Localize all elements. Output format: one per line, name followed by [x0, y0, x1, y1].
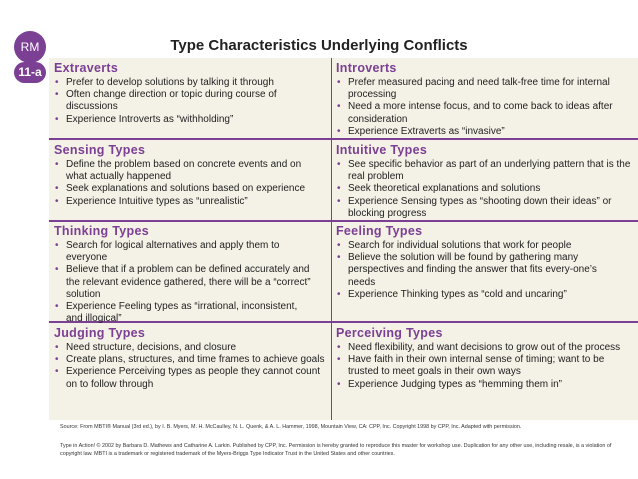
list-item: • Prefer to develop solutions by talking it through [54, 77, 328, 89]
cell-extraverts [54, 61, 328, 126]
list-item: • Experience Sensing types as “shooting down their ideas” or blocking progress [336, 196, 632, 220]
cell-perceiving-types [336, 326, 630, 391]
list-item: • Believe the solution will be found by gathering many perspectives and finding the answer that fits every-one’s needs [336, 252, 626, 289]
list-item: • Create plans, structures, and time frames to achieve goals [54, 354, 332, 366]
list-item: • Often change direction or topic during course of discussions [54, 89, 328, 113]
rm-badge: RM [14, 31, 46, 63]
list-item: • Experience Thinking types as “cold and uncaring” [336, 289, 626, 301]
cell-feeling-types [336, 224, 626, 301]
list-item: • Experience Extraverts as “invasive” [336, 126, 628, 138]
list-item: • Experience Intuitive types as “unrealistic” [54, 196, 324, 208]
list-item: • Search for individual solutions that work for people [336, 240, 626, 252]
cell-heading: Judging Types [54, 326, 146, 340]
cell-heading: Perceiving Types [336, 326, 443, 340]
list-item: • Experience Feeling types as “irrational, inconsistent, and illogical” [54, 301, 316, 325]
list-item: • Believe that if a problem can be defined accurately and the relevant evidence gathered, there will be a “correct” solution [54, 264, 316, 301]
source-note: Source: From MBTI® Manual (3rd ed.), by I. B. Myers, M. H. McCaulley, N. L. Quenk, & A. L. Hammer, 1998, Mountain View, CA: CPP, Inc. Copyright 1998 by CPP, Inc. Adapted with permission. [60, 424, 522, 430]
cell-heading: Extraverts [54, 61, 119, 75]
list-item: • Seek theoretical explanations and solutions [336, 183, 632, 195]
page-title: Type Characteristics Underlying Conflicts [170, 37, 468, 54]
cell-sensing-types [54, 143, 324, 208]
row-divider-2 [49, 220, 638, 222]
list-item: • Define the problem based on concrete events and on what actually happened [54, 159, 324, 183]
list-item: • Need a more intense focus, and to come back to ideas after consideration [336, 101, 628, 125]
copyright-note: Type in Action! © 2002 by Barbara D. Mathews and Catharine A. Larkin. Published by CPP, Inc. Permission is hereby granted to reproduce this master for workshop use. Duplication for any other use, including resale, is a violation of copyright law. MBTI is a trademark or registered trademark of the Myers-Briggs Type Indicator Trust in the United States and other countries. [60, 443, 612, 457]
list-item: • Prefer measured pacing and need talk-free time for internal processing [336, 77, 628, 101]
cell-heading: Sensing Types [54, 143, 146, 157]
cell-heading: Introverts [336, 61, 397, 75]
list-item: • Need flexibility, and want decisions to grow out of the process [336, 342, 630, 354]
list-item: • Search for logical alternatives and apply them to everyone [54, 240, 316, 264]
cell-heading: Intuitive Types [336, 143, 428, 157]
cell-judging-types [54, 326, 332, 391]
cell-introverts [336, 61, 628, 138]
list-item: • Have faith in their own internal sense of timing; want to be trusted to meet goals in their own ways [336, 354, 630, 378]
cell-heading: Thinking Types [54, 224, 149, 238]
list-item: • Experience Judging types as “hemming them in” [336, 379, 630, 391]
cell-thinking-types [54, 224, 316, 325]
list-item: • Seek explanations and solutions based on experience [54, 183, 324, 195]
list-item: • Need structure, decisions, and closure [54, 342, 332, 354]
cell-intuitive-types [336, 143, 632, 220]
section-badge: 11-a [14, 62, 46, 83]
list-item: • Experience Introverts as “withholding” [54, 114, 328, 126]
list-item: • Experience Perceiving types as people they cannot count on to follow through [54, 366, 332, 390]
cell-heading: Feeling Types [336, 224, 423, 238]
list-item: • See specific behavior as part of an underlying pattern that is the real problem [336, 159, 632, 183]
row-divider-1 [49, 138, 638, 140]
